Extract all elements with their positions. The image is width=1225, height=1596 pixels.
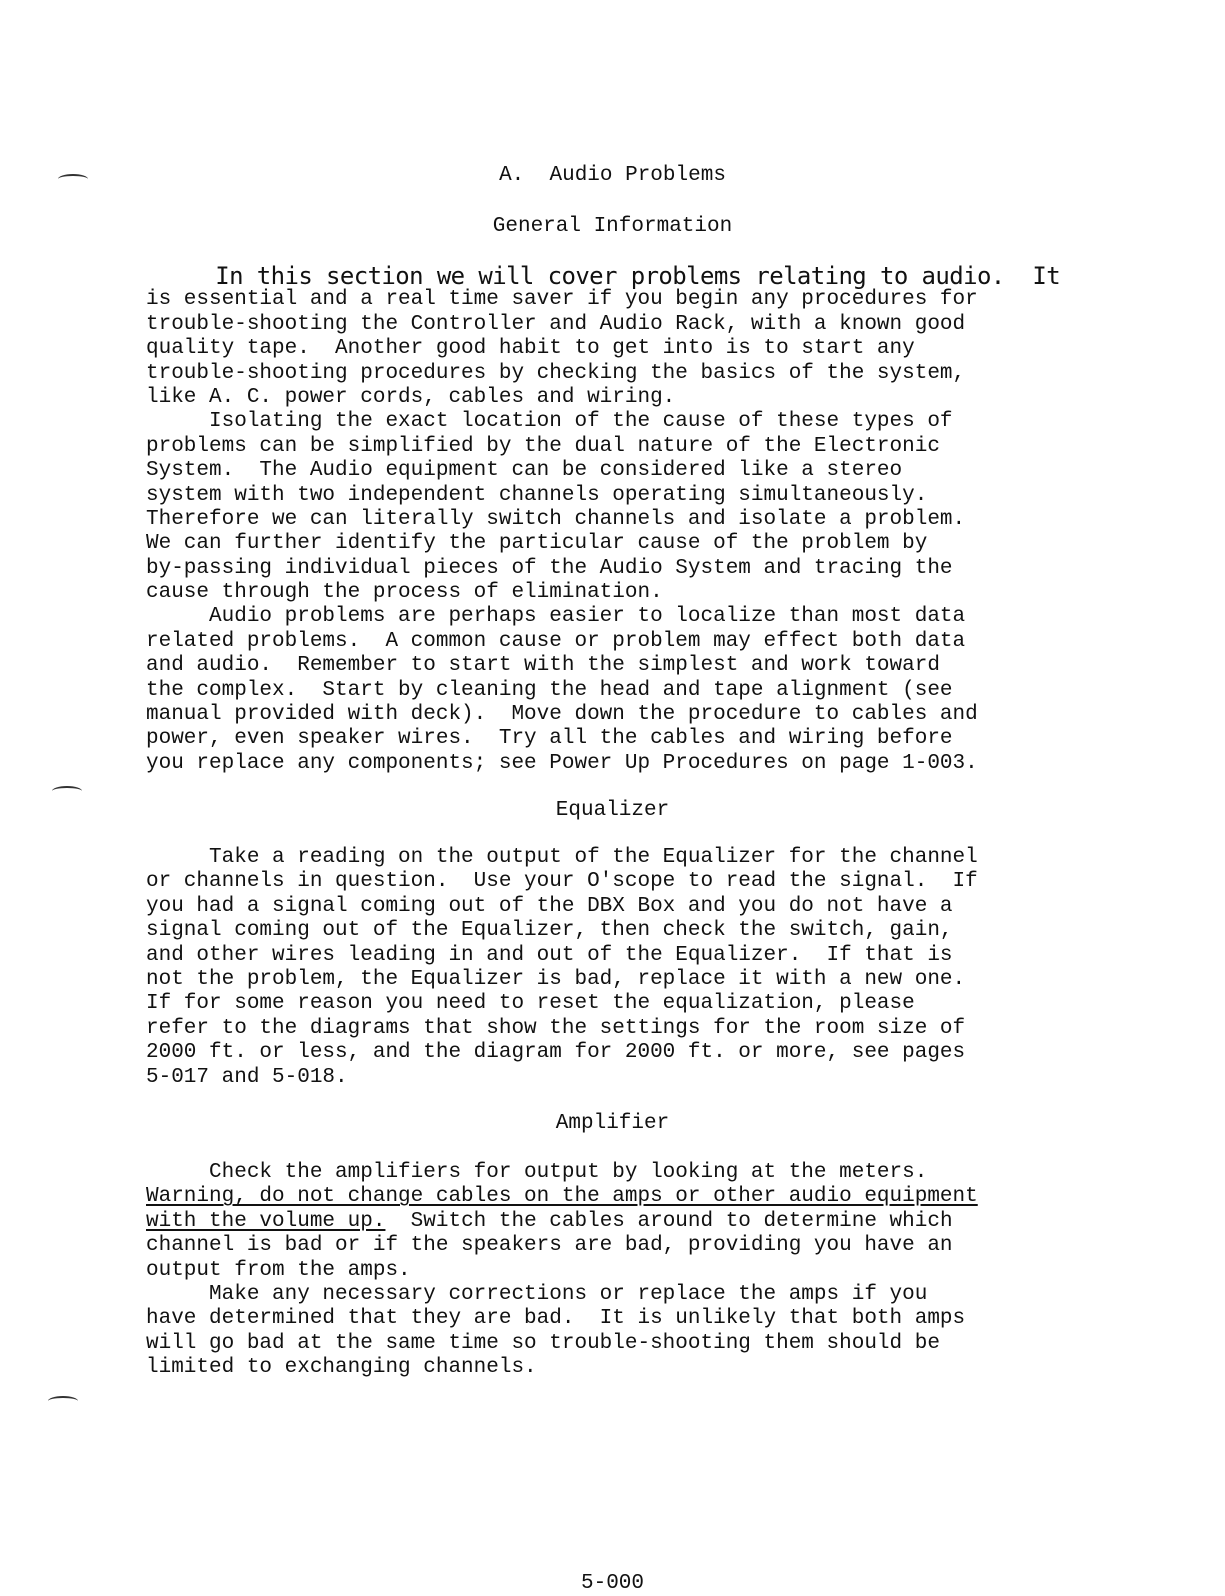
text-line: If for some reason you need to reset the equalization, please [146,992,915,1016]
text-line: quality tape. Another good habit to get into is to start any [146,337,915,361]
amplifier-warning-line [146,1210,1146,1234]
amplifier-title: Amplifier [555,1112,670,1135]
equalizer-title: Equalizer [555,799,670,822]
text-line: and other wires leading in and out of the Equalizer. If that is [146,943,953,967]
text-line: the complex. Start by cleaning the head and tape alignment (see [146,678,953,702]
text-line: Take a reading on the output of the Equalizer for the channel [146,846,978,869]
text-line: cause through the process of elimination. [146,581,663,605]
text-line: power, even speaker wires. Try all the cables and wiring before [146,727,953,751]
general-information-title: General Information [492,215,733,238]
page-number: 5-000 [580,1572,644,1595]
text-line: related problems. A common cause or problem may effect both data [146,629,966,653]
text-line: by-passing individual pieces of the Audio System and tracing the [146,556,953,580]
text-line: you had a signal coming out of the DBX Box and you do not have a [146,894,953,918]
text-line: In this section we will cover problems relating to audio. It [146,262,1061,290]
text-line: have determined that they are bad. It is unlikely that both amps [146,1307,966,1331]
amplifier-line-rest: Switch the cables around to determine which [385,1209,953,1233]
binder-mark-middle [52,786,82,796]
equalizer-body [146,846,1146,1090]
text-line: manual provided with deck). Move down the procedure to cables and [146,703,978,727]
text-line: Therefore we can literally switch channels and isolate a problem. [146,507,966,531]
text-line: you replace any components; see Power Up Procedures on page 1-003. [146,751,978,775]
text-line: not the problem, the Equalizer is bad, replace it with a new one. [146,967,966,991]
text-line: problems can be simplified by the dual nature of the Electronic [146,434,940,458]
text-line: is essential and a real time saver if you begin any procedures for [146,288,978,312]
amplifier-body [146,1161,1146,1381]
text-line: output from the amps. [146,1258,411,1282]
text-line: 2000 ft. or less, and the diagram for 2000 ft. or more, see pages [146,1041,966,1065]
text-line: or channels in question. Use your O'scope to read the signal. If [146,870,978,894]
text-line: refer to the diagrams that show the settings for the room size of [146,1016,966,1040]
text-line: system with two independent channels operating simultaneously. [146,483,928,507]
amplifier-lines-after [146,1234,1146,1380]
amplifier-warning-line [146,1185,1146,1209]
binder-mark-bottom [48,1396,78,1406]
section-heading: A. Audio Problems [499,164,726,187]
amplifier-line: Check the amplifiers for output by looking at the meters. [146,1161,928,1184]
text-line: System. The Audio equipment can be considered like a stereo [146,459,903,483]
text-line: Isolating the exact location of the cause of these types of [146,410,953,434]
text-line: trouble-shooting procedures by checking the basics of the system, [146,361,966,385]
warning-text-part-2: with the volume up. [146,1209,386,1233]
text-line: like A. C. power cords, cables and wiring. [146,385,676,409]
warning-text-part-1: Warning, do not change cables on the amps or other audio equipment [146,1185,978,1209]
text-line: Make any necessary corrections or replace the amps if you [146,1282,928,1306]
general-information-body [146,264,1146,776]
text-line: signal coming out of the Equalizer, then check the switch, gain, [146,919,953,943]
text-line: We can further identify the particular cause of the problem by [146,532,928,556]
text-line: will go bad at the same time so trouble-shooting them should be [146,1331,940,1355]
text-line: 5-017 and 5-018. [146,1065,348,1089]
text-line: channel is bad or if the speakers are bad, providing you have an [146,1234,953,1258]
text-line: limited to exchanging channels. [146,1356,537,1380]
text-line: trouble-shooting the Controller and Audio Rack, with a known good [146,312,966,336]
text-line: and audio. Remember to start with the simplest and work toward [146,654,940,678]
text-line: Audio problems are perhaps easier to localize than most data [146,605,966,629]
